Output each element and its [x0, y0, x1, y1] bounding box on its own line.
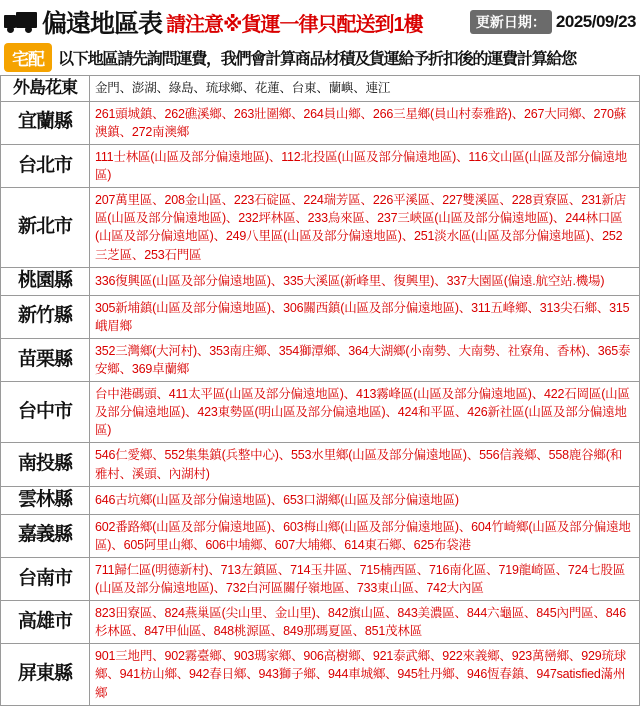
remote-area-table — [0, 75, 640, 706]
table-row — [1, 514, 640, 557]
region-areas: 711歸仁區(明德新村)、713左鎮區、714玉井區、715楠西區、716南化區、719龍崎區、724七股區(山區及部分偏遠地區)、732白河區關仔嶺地區、733東山區、742大內區 — [90, 557, 640, 600]
table-row — [1, 486, 640, 514]
delivery-truck-icon — [4, 11, 38, 33]
table-row — [1, 557, 640, 600]
region-areas: 602番路鄉(山區及部分偏遠地區)、603梅山鄉(山區及部分偏遠地區)、604竹崎鄉(山區及部分偏遠地區)、605阿里山鄉、606中埔鄉、607大埔鄉、614東石鄉、625布袋港 — [90, 514, 640, 557]
region-name: 屏東縣 — [1, 644, 90, 705]
table-row — [1, 267, 640, 295]
region-areas: 111士林區(山區及部分偏遠地區)、112北投區(山區及部分偏遠地區)、116文山區(山區及部分偏遠地區) — [90, 144, 640, 187]
region-name: 桃園縣 — [1, 267, 90, 295]
table-row — [1, 601, 640, 644]
update-date-label: 更新日期： — [470, 10, 552, 34]
region-areas: 207萬里區、208金山區、223石碇區、224瑞芳區、226平溪區、227雙溪區、228貢寮區、231新店區(山區及部分偏遠地區)、232坪林區、233烏來區、237三峽區(山區及部分偏遠地區)、244林口區(山區及部分偏遠地區)、249八里區(山區及部分偏遠地區)、251淡水區(山區及部分偏遠地區)、252三芝區、253石門區 — [90, 188, 640, 268]
table-row — [1, 144, 640, 187]
region-name: 新北市 — [1, 188, 90, 268]
region-name: 台南市 — [1, 557, 90, 600]
region-areas: 305新埔鎮(山區及部分偏遠地區)、306關西鎮(山區及部分偏遠地區)、311五峰鄉、313尖石鄉、315峨眉鄉 — [90, 295, 640, 338]
region-name: 南投縣 — [1, 443, 90, 486]
table-row — [1, 188, 640, 268]
region-areas: 823田寮區、824燕巢區(尖山里、金山里)、842旗山區、843美濃區、844六龜區、845內門區、846杉林區、847甲仙區、848桃源區、849那瑪夏區、851茂林區 — [90, 601, 640, 644]
update-date-value: 2025/09/23 — [555, 12, 636, 31]
region-areas: 546仁愛鄉、552集集鎮(兵整中心)、553水里鄉(山區及部分偏遠地區)、556信義鄉、558鹿谷鄉(和雅村、溪頭、內湖村) — [90, 443, 640, 486]
region-areas: 金門、澎湖、綠島、琉球鄉、花蓮、台東、蘭嶼、連江 — [90, 76, 640, 102]
table-row — [1, 338, 640, 381]
document-subheader — [0, 42, 640, 75]
region-name: 嘉義縣 — [1, 514, 90, 557]
status-badge: 宅配 — [4, 43, 52, 72]
table-row — [1, 382, 640, 443]
delivery-notice: 請注意※貨運一律只配送到1樓 — [166, 13, 423, 36]
region-areas: 646古坑鄉(山區及部分偏遠地區)、653口湖鄉(山區及部分偏遠地區) — [90, 486, 640, 514]
table-row — [1, 644, 640, 705]
page-title: 偏遠地區表 — [42, 10, 163, 38]
region-areas: 901三地門、902霧臺鄉、903瑪家鄉、906高樹鄉、921泰武鄉、922來義鄉、923萬巒鄉、929琉球鄉、941枋山鄉、942春日鄉、943獅子鄉、944車城鄉、945牡丹鄉、946恆春鎮、947satisfied滿州鄉 — [90, 644, 640, 705]
document-header — [0, 0, 640, 42]
region-areas: 台中港碼頭、411太平區(山區及部分偏遠地區)、413霧峰區(山區及部分偏遠地區)、422石岡區(山區及部分偏遠地區)、423東勢區(明山區及部分偏遠地區)、424和平區、426新社區(山區及部分偏遠地區) — [90, 382, 640, 443]
region-name: 宜蘭縣 — [1, 101, 90, 144]
region-name: 外島花東 — [1, 76, 90, 102]
region-name: 雲林縣 — [1, 486, 90, 514]
update-date — [470, 10, 636, 34]
region-areas: 261頭城鎮、262礁溪鄉、263壯圍鄉、264員山鄉、266三星鄉(員山村泰雅路)、267大同鄉、270蘇澳鎮、272南澳鄉 — [90, 101, 640, 144]
subheader-text: 以下地區請先詢問運費，我們會計算商品材積及貨運給予折扣後的運費計算給您 — [58, 51, 577, 68]
table-row — [1, 295, 640, 338]
region-name: 台北市 — [1, 144, 90, 187]
table-row — [1, 76, 640, 102]
region-areas: 352三灣鄉(大河村)、353南庄鄉、354獅潭鄉、364大湖鄉(小南勢、大南勢、社寮角、香林)、365泰安鄉、369卓蘭鄉 — [90, 338, 640, 381]
region-name: 苗栗縣 — [1, 338, 90, 381]
table-row — [1, 443, 640, 486]
table-row — [1, 101, 640, 144]
table-body — [1, 76, 640, 706]
region-name: 高雄市 — [1, 601, 90, 644]
region-name: 新竹縣 — [1, 295, 90, 338]
region-areas: 336復興區(山區及部分偏遠地區)、335大溪區(新峰里、復興里)、337大園區(偏遠.航空站.機場) — [90, 267, 640, 295]
region-name: 台中市 — [1, 382, 90, 443]
